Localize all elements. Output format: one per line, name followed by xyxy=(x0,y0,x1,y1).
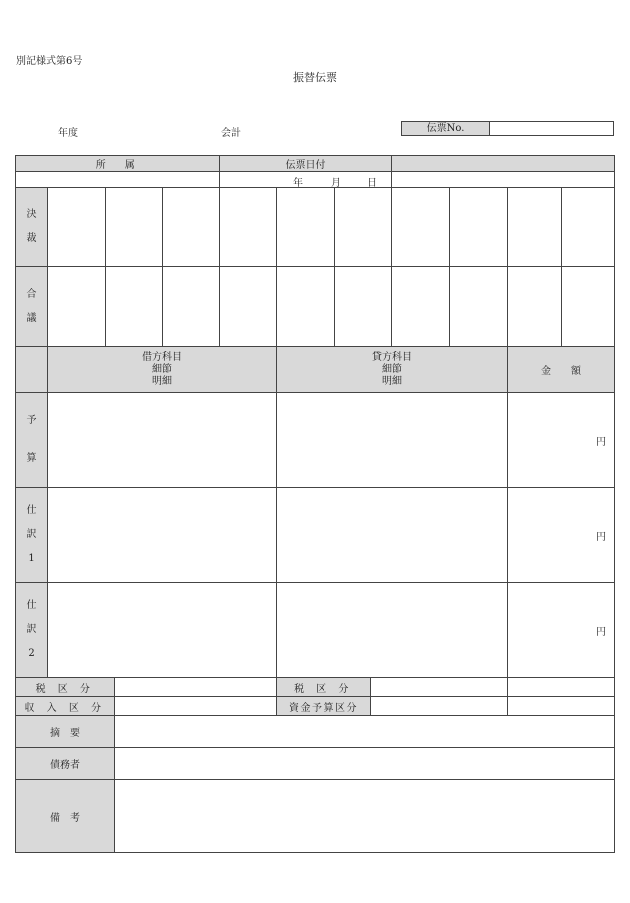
summary-label: 摘 要 xyxy=(16,716,115,748)
fund-budget-class-field[interactable] xyxy=(371,697,508,716)
tax-class-label: 税 区 分 xyxy=(16,678,115,697)
yen-unit: 円 xyxy=(596,626,606,638)
date-row-blank xyxy=(392,172,614,188)
form-number: 別記様式第6号 xyxy=(16,56,83,67)
voucher-number-field[interactable] xyxy=(490,122,613,135)
credit-subject-header: 貸方科目 細節 明細 xyxy=(277,347,508,393)
fiscal-year-label: 年度 xyxy=(58,128,78,139)
consultation-stamp-box[interactable] xyxy=(48,267,106,347)
consultation-stamp-box[interactable] xyxy=(163,267,220,347)
consultation-stamp-box[interactable] xyxy=(220,267,277,347)
tax-class-field[interactable] xyxy=(115,678,277,697)
budget-label: 予 算 xyxy=(16,393,48,488)
approval-stamp-box[interactable] xyxy=(163,188,220,267)
tax-class-field-2[interactable] xyxy=(371,678,508,697)
affiliation-header: 所 属 xyxy=(16,156,220,172)
summary-field[interactable] xyxy=(115,716,614,748)
consultation-stamp-box[interactable] xyxy=(508,267,562,347)
date-month-label: 月 xyxy=(331,178,341,189)
consultation-stamp-box[interactable] xyxy=(392,267,450,347)
tax-class-label-2: 税 区 分 xyxy=(277,678,371,697)
debtor-field[interactable] xyxy=(115,748,614,780)
journal-1-credit-field[interactable] xyxy=(277,488,508,583)
approval-label: 決 裁 xyxy=(16,188,48,267)
approval-stamp-box[interactable] xyxy=(508,188,562,267)
tax-class-blank xyxy=(508,678,614,697)
journal-2-amount-field[interactable] xyxy=(508,583,614,678)
journal-2-label: 仕 訳 2 xyxy=(16,583,48,678)
journal-2-debit-field[interactable] xyxy=(48,583,277,678)
debit-subject-header: 借方科目 細節 明細 xyxy=(48,347,277,393)
header-blank xyxy=(392,156,614,172)
subject-header-blank xyxy=(16,347,48,393)
voucher-number-box xyxy=(401,121,614,136)
revenue-class-field[interactable] xyxy=(115,697,277,716)
consultation-label: 合 議 xyxy=(16,267,48,347)
remarks-label: 備 考 xyxy=(16,780,115,852)
voucher-date-field[interactable] xyxy=(220,172,392,188)
approval-stamp-box[interactable] xyxy=(48,188,106,267)
transfer-voucher-form xyxy=(15,155,615,853)
approval-stamp-box[interactable] xyxy=(562,188,614,267)
debtor-label: 債務者 xyxy=(16,748,115,780)
consultation-stamp-box[interactable] xyxy=(335,267,392,347)
revenue-class-label: 収 入 区 分 xyxy=(16,697,115,716)
approval-stamp-box[interactable] xyxy=(277,188,335,267)
page-title: 振替伝票 xyxy=(293,71,337,84)
consultation-stamp-box[interactable] xyxy=(450,267,508,347)
remarks-field[interactable] xyxy=(115,780,614,852)
journal-1-amount-field[interactable] xyxy=(508,488,614,583)
yen-unit: 円 xyxy=(596,531,606,543)
budget-credit-field[interactable] xyxy=(277,393,508,488)
consultation-stamp-box[interactable] xyxy=(562,267,614,347)
journal-1-debit-field[interactable] xyxy=(48,488,277,583)
approval-stamp-box[interactable] xyxy=(392,188,450,267)
affiliation-field[interactable] xyxy=(16,172,220,188)
date-day-label: 日 xyxy=(367,178,377,189)
account-label: 会計 xyxy=(221,128,241,139)
journal-1-label: 仕 訳 1 xyxy=(16,488,48,583)
date-year-label: 年 xyxy=(293,178,303,189)
fund-budget-class-label: 資金予算区分 xyxy=(277,697,371,716)
journal-2-credit-field[interactable] xyxy=(277,583,508,678)
amount-header: 金 額 xyxy=(508,347,614,393)
budget-amount-field[interactable] xyxy=(508,393,614,488)
yen-unit: 円 xyxy=(596,436,606,448)
fund-budget-class-blank xyxy=(508,697,614,716)
consultation-stamp-box[interactable] xyxy=(106,267,163,347)
budget-debit-field[interactable] xyxy=(48,393,277,488)
approval-stamp-box[interactable] xyxy=(335,188,392,267)
approval-stamp-box[interactable] xyxy=(220,188,277,267)
consultation-stamp-box[interactable] xyxy=(277,267,335,347)
approval-stamp-box[interactable] xyxy=(450,188,508,267)
voucher-date-header: 伝票日付 xyxy=(220,156,392,172)
voucher-number-label: 伝票No. xyxy=(402,122,490,135)
approval-stamp-box[interactable] xyxy=(106,188,163,267)
